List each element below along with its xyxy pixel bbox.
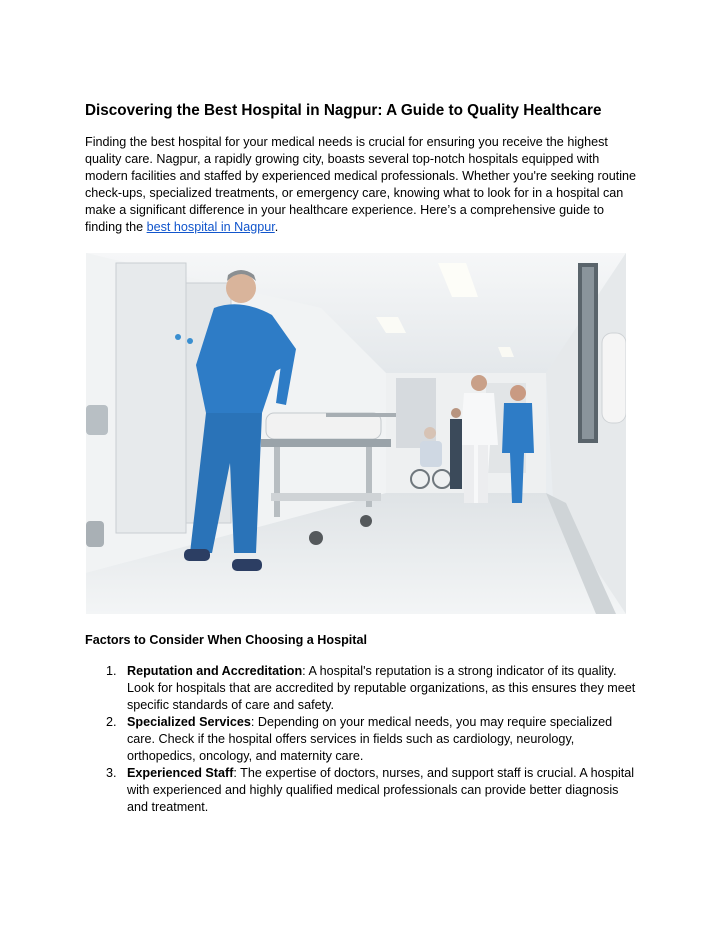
intro-text-end: .	[274, 220, 279, 234]
intro-paragraph	[85, 134, 637, 236]
factor-title: Experienced Staff	[127, 766, 234, 780]
factor-text: : The expertise of doctors, nurses, and support staff is crucial. A hospital with experienced and highly qualified medical professionals can provide better diagnosis and treatment.	[127, 766, 635, 814]
hospital-corridor-image	[86, 253, 626, 614]
factor-text: : A hospital's reputation is a strong indicator of its quality. Look for hospitals that are accredited by reputable organizations, as this ensures they meet specific standards of care and safety.	[127, 664, 636, 712]
intro-text: Finding the best hospital for your medical needs is crucial for ensuring you receive the highest quality care. Nagpur, a rapidly growing city, boasts several top-notch hospitals equipped with modern facilities and staffed by experienced medical professionals. Whether you're seeking routine check-ups, specialized treatments, or emergency care, knowing what to look for in a hospital can make a significant difference in your healthcare experience. Here’s a comprehensive guide to finding the	[85, 135, 637, 234]
factor-title: Reputation and Accreditation	[127, 664, 303, 678]
hospital-corridor-illustration	[86, 253, 626, 614]
list-number: 3.	[106, 766, 117, 780]
factors-list	[85, 663, 637, 816]
list-number: 1.	[106, 664, 117, 678]
best-hospital-link[interactable]: best hospital in Nagpur	[146, 220, 275, 234]
list-number: 2.	[106, 715, 117, 729]
factor-item-specialized-services	[85, 714, 637, 765]
factor-title: Specialized Services	[127, 715, 251, 729]
factor-text: : Depending on your medical needs, you may require specialized care. Check if the hospital offers services in fields such as cardiology, neurology, orthopedics, oncology, and maternity care.	[127, 715, 613, 763]
factor-item-experienced-staff	[85, 765, 637, 816]
factor-item-reputation	[85, 663, 637, 714]
page-title: Discovering the Best Hospital in Nagpur: A Guide to Quality Healthcare	[85, 102, 602, 119]
factors-heading: Factors to Consider When Choosing a Hospital	[85, 633, 367, 647]
